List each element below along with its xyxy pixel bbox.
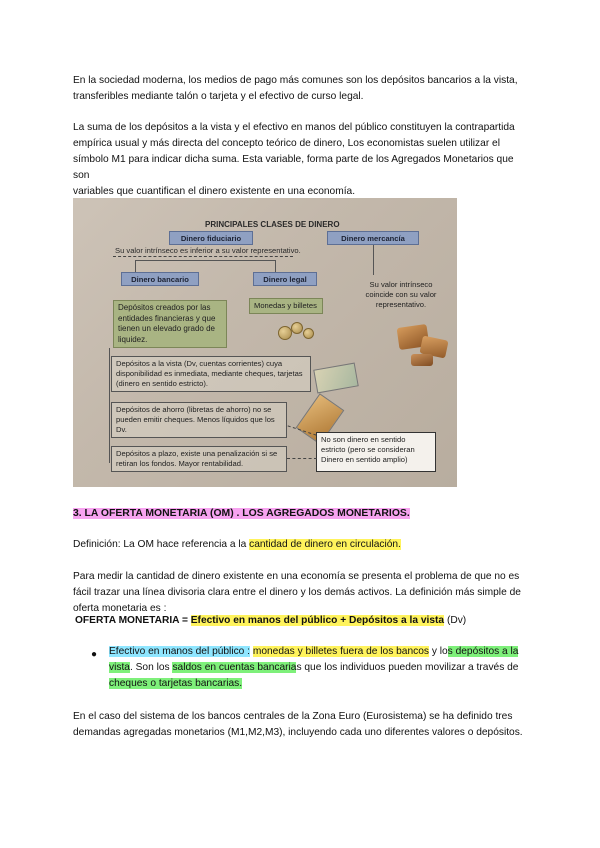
bullet-item: Efectivo en manos del público : monedas y billetes fuera de los bancos y los depósitos a la vista. Son los saldos en cuentas bancarias que los individuos pueden movilizar a través de cheques o tarjetas bancarias. [109, 646, 519, 689]
figure-title: PRINCIPALES CLASES DE DINERO [205, 220, 340, 229]
card-icon [313, 363, 359, 394]
legal-box: Dinero legal [253, 272, 317, 286]
mercancia-description: Su valor intrínseco coincide con su valor representativo. [365, 280, 437, 309]
coin-icon [303, 328, 314, 339]
legal-description: Monedas y billetes [249, 298, 323, 314]
intro-paragraph: En la sociedad moderna, los medios de pago más comunes son los depósitos bancarios a la vista, transferibles mediante talón o tarjeta y el efectivo de curso legal. [73, 75, 518, 102]
measurement-paragraph: Para medir la cantidad de dinero existente en una economía se presenta el problema de que no es fácil trazar una línea divisoria clara entre el dinero y los demás activos. La definición más simple de oferta monetaria es : [73, 571, 521, 614]
connector [373, 245, 374, 275]
mercancia-box: Dinero mercancía [327, 231, 419, 245]
m1-paragraph: La suma de los depósitos a la vista y el efectivo en manos del público constituyen la contrapartida empírica usual y más directa del concepto teórico de dinero, Los economistas suelen utilizar el símbolo M1 para indicar dicha suma. Esta variable, forma parte de los Agregados Monetarios que son variables que cuantifican el dinero existente en una economía. [73, 122, 515, 197]
coin-icon [278, 326, 292, 340]
vista-box: Depósitos a la vista (Dv, cuentas corrientes) cuya disponibilidad es inmediata, mediante cheques, tarjetas (dinero en sentido estricto). [111, 356, 311, 392]
bancario-description: Depósitos creados por las entidades financieras y que tienen un elevado grado de liquidez. [113, 300, 227, 348]
money-types-figure [73, 198, 457, 487]
connector [275, 260, 276, 272]
bancario-box: Dinero bancario [121, 272, 199, 286]
plazo-box: Depósitos a plazo, existe una penalización si se retiran los fondos. Mayor rentabilidad. [111, 446, 287, 472]
connector [109, 348, 110, 463]
connector [287, 458, 317, 459]
divider-line [113, 256, 293, 257]
ahorro-box: Depósitos de ahorro (libretas de ahorro) no se pueden emitir cheques. Menos líquidos que los Dv. [111, 402, 287, 438]
eurosystem-paragraph: En el caso del sistema de los bancos centrales de la Zona Euro (Eurosistema) se ha definido tres demandas agregadas monetarios (M1,M2,M3), incluyendo cada uno diferentes valores o depósitos. [73, 711, 523, 738]
nota-box: No son dinero en sentido estricto (pero se consideran Dinero en sentido amplio) [316, 432, 436, 472]
gold-bar-icon [411, 354, 433, 366]
fiduciario-box: Dinero fiduciario [169, 231, 253, 245]
coin-icon [291, 322, 303, 334]
formula: OFERTA MONETARIA = Efectivo en manos del público + Depósitos a la vista (Dv) [75, 615, 467, 626]
definition: Definición: La OM hace referencia a la cantidad de dinero en circulación. [73, 539, 401, 550]
section-heading: 3. LA OFERTA MONETARIA (OM) . LOS AGREGADOS MONETARIOS. [73, 508, 410, 519]
connector [135, 260, 136, 272]
bullet-marker: ● [91, 649, 98, 660]
connector [135, 260, 275, 261]
fiduciario-description: Su valor intrínseco es inferior a su valor representativo. [115, 246, 301, 255]
